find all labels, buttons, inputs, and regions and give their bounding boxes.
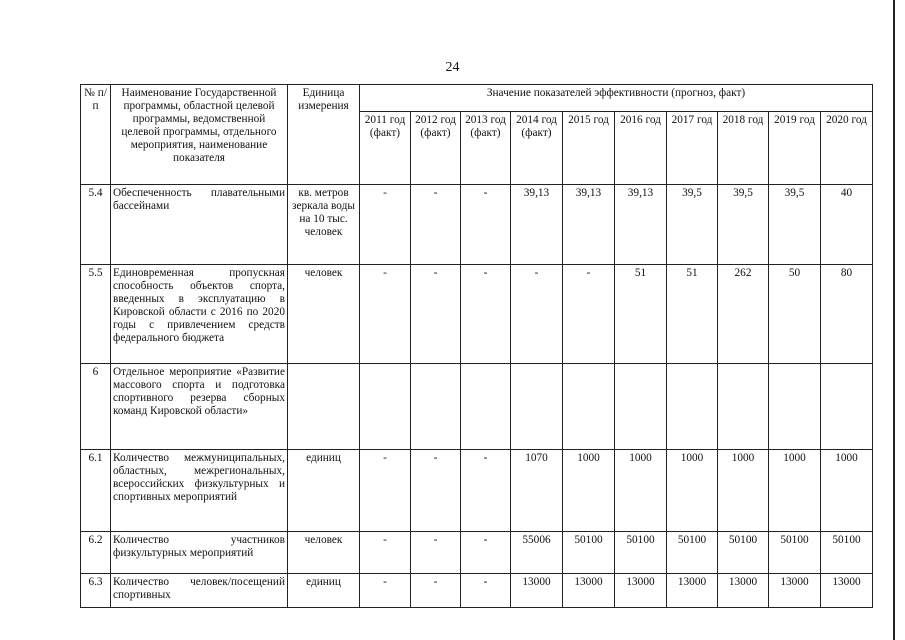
cell-value: 80 — [821, 265, 873, 364]
year-2020: 2020 год — [821, 112, 873, 185]
cell-value: - — [360, 185, 411, 265]
cell-value: - — [411, 574, 461, 608]
cell-value — [821, 364, 873, 450]
cell-value: 50100 — [563, 532, 615, 574]
cell-value: 50100 — [718, 532, 769, 574]
cell-value: 51 — [615, 265, 667, 364]
table-row — [81, 265, 873, 364]
cell-value: - — [411, 185, 461, 265]
cell-value: 55006 — [511, 532, 563, 574]
cell-value: 51 — [667, 265, 718, 364]
cell-value: 39,13 — [615, 185, 667, 265]
header-name: Наименование Государственной программы, областной целевой программы, ведомственной целевой программы, отдельного мероприятия, наименование показателя — [111, 85, 288, 185]
cell-value: 13000 — [718, 574, 769, 608]
cell-value: - — [563, 265, 615, 364]
cell-value: 50 — [769, 265, 821, 364]
cell-value: 50100 — [615, 532, 667, 574]
header-num: № п/п — [81, 85, 111, 185]
cell-value: 39,5 — [667, 185, 718, 265]
cell-value: 1000 — [821, 450, 873, 532]
year-2019: 2019 год — [769, 112, 821, 185]
cell-value: - — [461, 532, 511, 574]
cell-value — [360, 364, 411, 450]
cell-value: - — [360, 532, 411, 574]
cell-value: - — [461, 574, 511, 608]
row-unit: кв. метров зеркала воды на 10 тыс. человек — [288, 185, 360, 265]
cell-value: 13000 — [563, 574, 615, 608]
cell-value: 39,5 — [718, 185, 769, 265]
cell-value: 39,13 — [563, 185, 615, 265]
cell-value — [461, 364, 511, 450]
cell-value: - — [360, 265, 411, 364]
row-name: Отдельное мероприятие «Развитие массового спорта и подготовка спортивного резерва сборных команд Кировской области» — [111, 364, 288, 450]
cell-value: 13000 — [769, 574, 821, 608]
cell-value — [718, 364, 769, 450]
year-2018: 2018 год — [718, 112, 769, 185]
cell-value: - — [461, 450, 511, 532]
cell-value — [411, 364, 461, 450]
row-num: 6.2 — [81, 532, 111, 574]
cell-value: 40 — [821, 185, 873, 265]
page-number: 24 — [445, 60, 460, 75]
row-name: Обеспеченность плавательными бассейнами — [111, 185, 288, 265]
indicators-table — [80, 84, 873, 608]
cell-value: 262 — [718, 265, 769, 364]
row-unit: единиц — [288, 574, 360, 608]
cell-value — [615, 364, 667, 450]
cell-value: - — [461, 185, 511, 265]
year-2017: 2017 год — [667, 112, 718, 185]
row-num: 5.4 — [81, 185, 111, 265]
cell-value — [511, 364, 563, 450]
row-num: 6.3 — [81, 574, 111, 608]
cell-value: - — [411, 532, 461, 574]
cell-value: - — [360, 574, 411, 608]
table-row — [81, 532, 873, 574]
cell-value: 39,5 — [769, 185, 821, 265]
cell-value: 39,13 — [511, 185, 563, 265]
row-unit: единиц — [288, 450, 360, 532]
year-2012: 2012 год (факт) — [411, 112, 461, 185]
cell-value: 13000 — [511, 574, 563, 608]
row-unit: человек — [288, 265, 360, 364]
header-unit: Единица измерения — [288, 85, 360, 185]
row-name: Количество человек/посещений спортивных — [111, 574, 288, 608]
cell-value: 1000 — [718, 450, 769, 532]
year-2013: 2013 год (факт) — [461, 112, 511, 185]
table-row — [81, 185, 873, 265]
cell-value: 1000 — [667, 450, 718, 532]
year-2014: 2014 год (факт) — [511, 112, 563, 185]
cell-value: 50100 — [769, 532, 821, 574]
table-row — [81, 450, 873, 532]
cell-value: 13000 — [667, 574, 718, 608]
row-unit: человек — [288, 532, 360, 574]
year-2016: 2016 год — [615, 112, 667, 185]
table-row — [81, 364, 873, 450]
cell-value — [769, 364, 821, 450]
row-num: 5.5 — [81, 265, 111, 364]
row-num: 6 — [81, 364, 111, 450]
table-row — [81, 574, 873, 608]
row-name: Количество участников физкультурных мероприятий — [111, 532, 288, 574]
cell-value: - — [461, 265, 511, 364]
row-num: 6.1 — [81, 450, 111, 532]
row-unit — [288, 364, 360, 450]
cell-value: - — [511, 265, 563, 364]
cell-value: 1070 — [511, 450, 563, 532]
row-name: Количество межмуниципальных, областных, межрегиональных, всероссийских физкультурных и спортивных мероприятий — [111, 450, 288, 532]
year-2011: 2011 год (факт) — [360, 112, 411, 185]
cell-value: 13000 — [615, 574, 667, 608]
cell-value — [667, 364, 718, 450]
cell-value: 50100 — [821, 532, 873, 574]
page-edge-line — [893, 0, 895, 640]
year-2015: 2015 год — [563, 112, 615, 185]
row-name: Единовременная пропускная способность объектов спорта, введенных в эксплуатацию в Кировской области с 2016 по 2020 годы с привлечением средств федерального бюджета — [111, 265, 288, 364]
cell-value: 1000 — [615, 450, 667, 532]
cell-value — [563, 364, 615, 450]
cell-value: 50100 — [667, 532, 718, 574]
header-row-top — [81, 85, 873, 112]
cell-value: 13000 — [821, 574, 873, 608]
cell-value: 1000 — [769, 450, 821, 532]
cell-value: - — [411, 265, 461, 364]
cell-value: - — [360, 450, 411, 532]
cell-value: - — [411, 450, 461, 532]
cell-value: 1000 — [563, 450, 615, 532]
header-values: Значение показателей эффективности (прогноз, факт) — [360, 85, 873, 112]
